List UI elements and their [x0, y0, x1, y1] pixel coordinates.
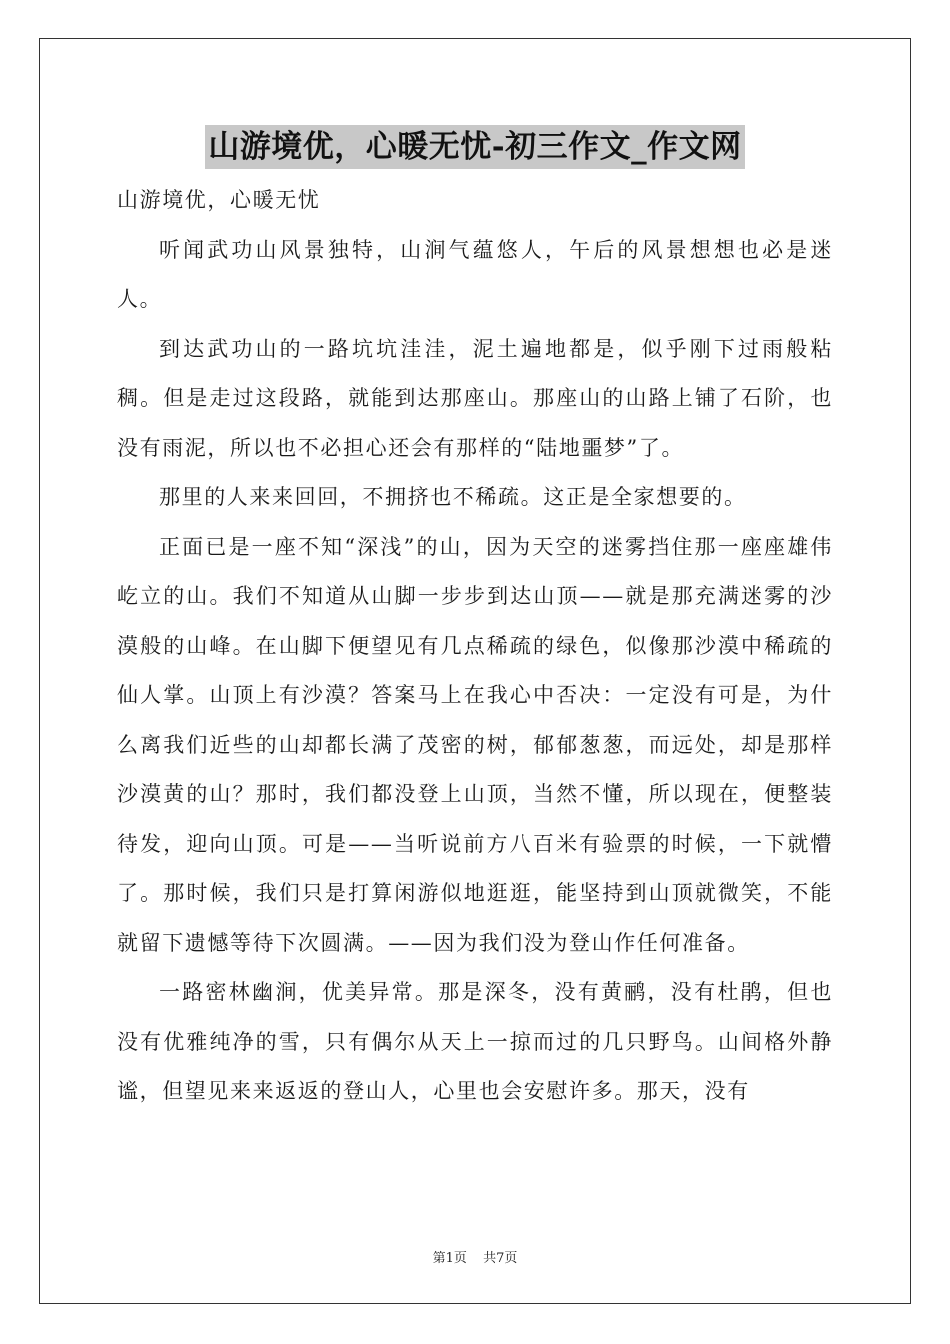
document-title: 山游境优，心暖无忧-初三作文_作文网: [205, 125, 744, 169]
page-footer: [0, 1247, 950, 1266]
paragraph-3: 那里的人来来回回，不拥挤也不稀疏。这正是全家想要的。: [159, 485, 747, 509]
title-wrap: [0, 125, 950, 169]
paragraph-4: 正面已是一座不知“深浅”的山，因为天空的迷雾挡住那一座座雄伟屹立的山。我们不知道从山脚一步步到达山顶——就是那充满迷雾的沙漠般的山峰。在山脚下便望见有几点稀疏的绿色，似像那沙漠中稀疏的仙人掌。山顶上有沙漠？答案马上在我心中否决：一定没有可是，为什么离我们近些的山却都长满了茂密的树，郁郁葱葱，而远处，却是那样沙漠黄的山？那时，我们都没登上山顶，当然不懂，所以现在，便整装待发，迎向山顶。可是——当听说前方八百米有验票的时候，一下就懵了。那时候，我们只是打算闲游似地逛逛，能坚持到山顶就微笑，不能就留下遗憾等待下次圆满。——因为我们没为登山作任何准备。: [117, 534, 833, 955]
article-subtitle: 山游境优，心暖无忧: [117, 188, 321, 212]
page-number: 第1页: [432, 1251, 467, 1266]
article-body: [117, 176, 833, 1117]
paragraph-2: 到达武功山的一路坑坑洼洼，泥土遍地都是，似乎刚下过雨般粘稠。但是走过这段路，就能到达那座山。那座山的山路上铺了石阶，也没有雨泥，所以也不必担心还会有那样的“陆地噩梦”了。: [117, 336, 833, 460]
paragraph-5: 一路密林幽涧，优美异常。那是深冬，没有黄鹂，没有杜鹃，但也没有优雅纯净的雪，只有偶尔从天上一掠而过的几只野鸟。山间格外静谧，但望见来来返返的登山人，心里也会安慰许多。那天，没有: [117, 980, 833, 1103]
page-total: 共7页: [483, 1251, 518, 1266]
paragraph-1: 听闻武功山风景独特，山涧气蕴悠人，午后的风景想想也必是迷人。: [117, 237, 833, 311]
